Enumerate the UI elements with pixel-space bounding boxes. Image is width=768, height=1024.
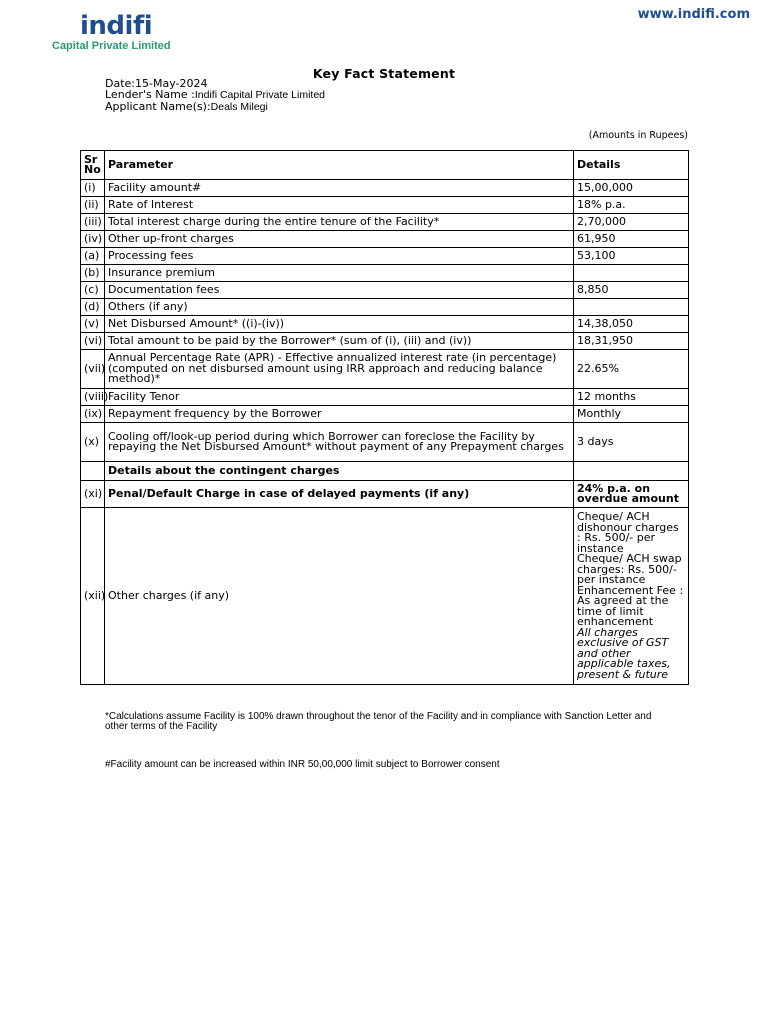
row-details: 3 days (574, 423, 689, 462)
header-sr-no: Sr No (81, 151, 105, 180)
contingent-heading: Details about the contingent charges (105, 462, 574, 481)
table-row (81, 265, 689, 282)
row-details (574, 508, 689, 685)
table-row (81, 406, 689, 423)
table-row (81, 316, 689, 333)
applicant-line (105, 101, 325, 113)
row-details: 61,950 (574, 231, 689, 248)
row-sr: (c) (81, 282, 105, 299)
row-parameter: Penal/Default Charge in case of delayed payments (if any) (105, 481, 574, 508)
applicant-value: Deals Milegi (210, 101, 268, 113)
row-parameter: Repayment frequency by the Borrower (105, 406, 574, 423)
row-details: 24% p.a. on overdue amount (574, 481, 689, 508)
limit-footnote: #Facility amount can be increased within INR 50,00,000 limit subject to Borrower consent (105, 759, 500, 770)
row-sr: (xi) (81, 481, 105, 508)
row-sr: (b) (81, 265, 105, 282)
row-parameter: Rate of Interest (105, 197, 574, 214)
lender-label: Lender's Name : (105, 88, 195, 101)
row-parameter: Total interest charge during the entire tenure of the Facility* (105, 214, 574, 231)
row-sr: (vii) (81, 350, 105, 389)
table-row (81, 333, 689, 350)
row-details: 14,38,050 (574, 316, 689, 333)
other-charge-line: Enhancement Fee : As agreed at the time of limit enhancement (577, 583, 684, 628)
row-details: 53,100 (574, 248, 689, 265)
table-row (81, 197, 689, 214)
row-details: 18,31,950 (574, 333, 689, 350)
other-charge-line: Cheque/ ACH dishonour charges : Rs. 500/- per instance (577, 510, 679, 555)
other-charges-row (81, 508, 689, 685)
row-parameter: Total amount to be paid by the Borrower* (sum of (i), (iii) and (iv)) (105, 333, 574, 350)
row-parameter: Other up-front charges (105, 231, 574, 248)
table-row (81, 248, 689, 265)
contingent-empty-cell (574, 462, 689, 481)
row-sr: (viii) (81, 389, 105, 406)
row-parameter: Other charges (if any) (105, 508, 574, 685)
table-row (81, 214, 689, 231)
row-sr: (i) (81, 180, 105, 197)
row-parameter: Annual Percentage Rate (APR) - Effective annualized interest rate (in percentage) (computed on net disbursed amount using IRR approach and reducing balance method)* (105, 350, 574, 389)
row-parameter: Net Disbursed Amount* ((i)-(iv)) (105, 316, 574, 333)
row-details: 15,00,000 (574, 180, 689, 197)
row-parameter: Insurance premium (105, 265, 574, 282)
row-details: 12 months (574, 389, 689, 406)
table-row (81, 231, 689, 248)
row-details (574, 265, 689, 282)
row-details: Monthly (574, 406, 689, 423)
website-link[interactable]: www.indifi.com (637, 7, 750, 22)
row-sr: (x) (81, 423, 105, 462)
date-line: Date:15-May-2024 (105, 77, 208, 90)
row-sr: (a) (81, 248, 105, 265)
row-parameter: Facility Tenor (105, 389, 574, 406)
row-parameter: Others (if any) (105, 299, 574, 316)
table-row (81, 180, 689, 197)
document-title: Key Fact Statement (312, 66, 456, 81)
row-sr: (xii) (81, 508, 105, 685)
row-sr: (ii) (81, 197, 105, 214)
row-sr: (ix) (81, 406, 105, 423)
key-fact-table (80, 150, 689, 685)
row-details: 22.65% (574, 350, 689, 389)
other-charge-line: Cheque/ ACH swap charges: Rs. 500/- per instance (577, 552, 682, 586)
row-parameter: Cooling off/look-up period during which Borrower can foreclose the Facility by repaying the Net Disbursed Amount* without payment of any Prepayment charges (105, 423, 574, 462)
table-row (81, 389, 689, 406)
table-row (81, 423, 689, 462)
logo-subtitle: Capital Private Limited (52, 40, 171, 52)
row-details: 2,70,000 (574, 214, 689, 231)
table-row (81, 350, 689, 389)
row-details: 18% p.a. (574, 197, 689, 214)
row-parameter: Documentation fees (105, 282, 574, 299)
penal-charge-row (81, 481, 689, 508)
tax-note: All charges exclusive of GST and other applicable taxes, present & future (577, 625, 671, 681)
logo-wordmark: indifi (80, 11, 153, 41)
row-details (574, 299, 689, 316)
row-details: 8,850 (574, 282, 689, 299)
header-parameter: Parameter (105, 151, 574, 180)
row-sr: (vi) (81, 333, 105, 350)
table-row (81, 282, 689, 299)
lender-value: Indifi Capital Private Limited (194, 89, 326, 101)
indifi-logo (52, 12, 171, 53)
row-sr: (v) (81, 316, 105, 333)
row-sr: (iv) (81, 231, 105, 248)
calculation-footnote: *Calculations assume Facility is 100% drawn throughout the tenor of the Facility and in compliance with Sanction Letter and other terms of the Facility (105, 711, 652, 732)
row-sr: (iii) (81, 214, 105, 231)
row-parameter: Facility amount# (105, 180, 574, 197)
contingent-heading-row (81, 462, 689, 481)
header-details: Details (574, 151, 689, 180)
applicant-label: Applicant Name(s): (105, 100, 211, 113)
row-sr: (d) (81, 299, 105, 316)
table-row (81, 299, 689, 316)
row-parameter: Processing fees (105, 248, 574, 265)
contingent-empty-cell (81, 462, 105, 481)
amounts-note: (Amounts in Rupees) (588, 130, 688, 141)
table-header-row (81, 151, 689, 180)
document-meta (105, 78, 325, 113)
